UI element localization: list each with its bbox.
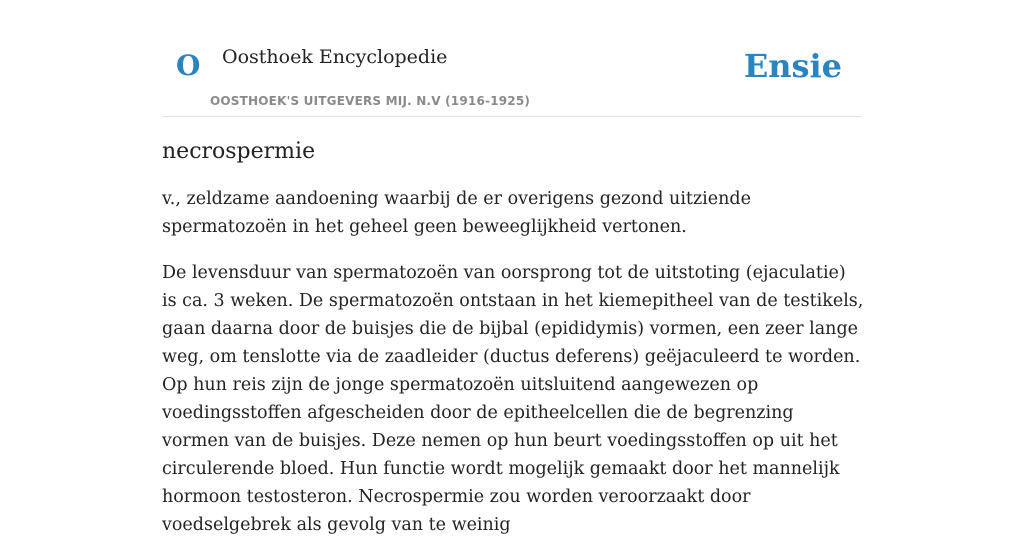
source-logo[interactable]: O bbox=[176, 49, 201, 82]
source-title[interactable]: Oosthoek Encyclopedie bbox=[222, 46, 448, 68]
entry-title: necrospermie bbox=[162, 139, 316, 164]
publisher-label: OOSTHOEK'S UITGEVERS MIJ. N.V (1916-1925) bbox=[210, 94, 531, 108]
source-header bbox=[162, 0, 862, 117]
entry-definition: v., zeldzame aandoening waarbij de er overigens gezond uitziende spermatozoën in het geheel geen beweeglijkheid vertonen. bbox=[162, 188, 751, 237]
ensie-logo-link[interactable]: Ensie bbox=[743, 47, 842, 85]
entry-content bbox=[162, 138, 864, 557]
entry-body-paragraph: De levensduur van spermatozoën van oorsprong tot de uitstoting (ejaculatie) is ca. 3 weken. De spermatozoën ontstaan in het kiemepitheel van de testikels, gaan daarna door de buisjes die de bijbal (epididymis) vormen, een zeer lange weg, om tenslotte via de zaadleider (ductus deferens) geëjaculeerd te worden. Op hun reis zijn de jonge spermatozoën uitsluitend aangewezen op voedingsstoffen afgescheiden door de epitheelcellen die de begrenzing vormen van de buisjes. Deze nemen op hun beurt voedingsstoffen op uit het circulerende bloed. Hun functie wordt mogelijk gemaakt door het mannelijk hormoon testosteron. Necrospermie zou worden veroorzaakt door voedselgebrek als gevolg van te weinig bbox=[162, 262, 864, 535]
